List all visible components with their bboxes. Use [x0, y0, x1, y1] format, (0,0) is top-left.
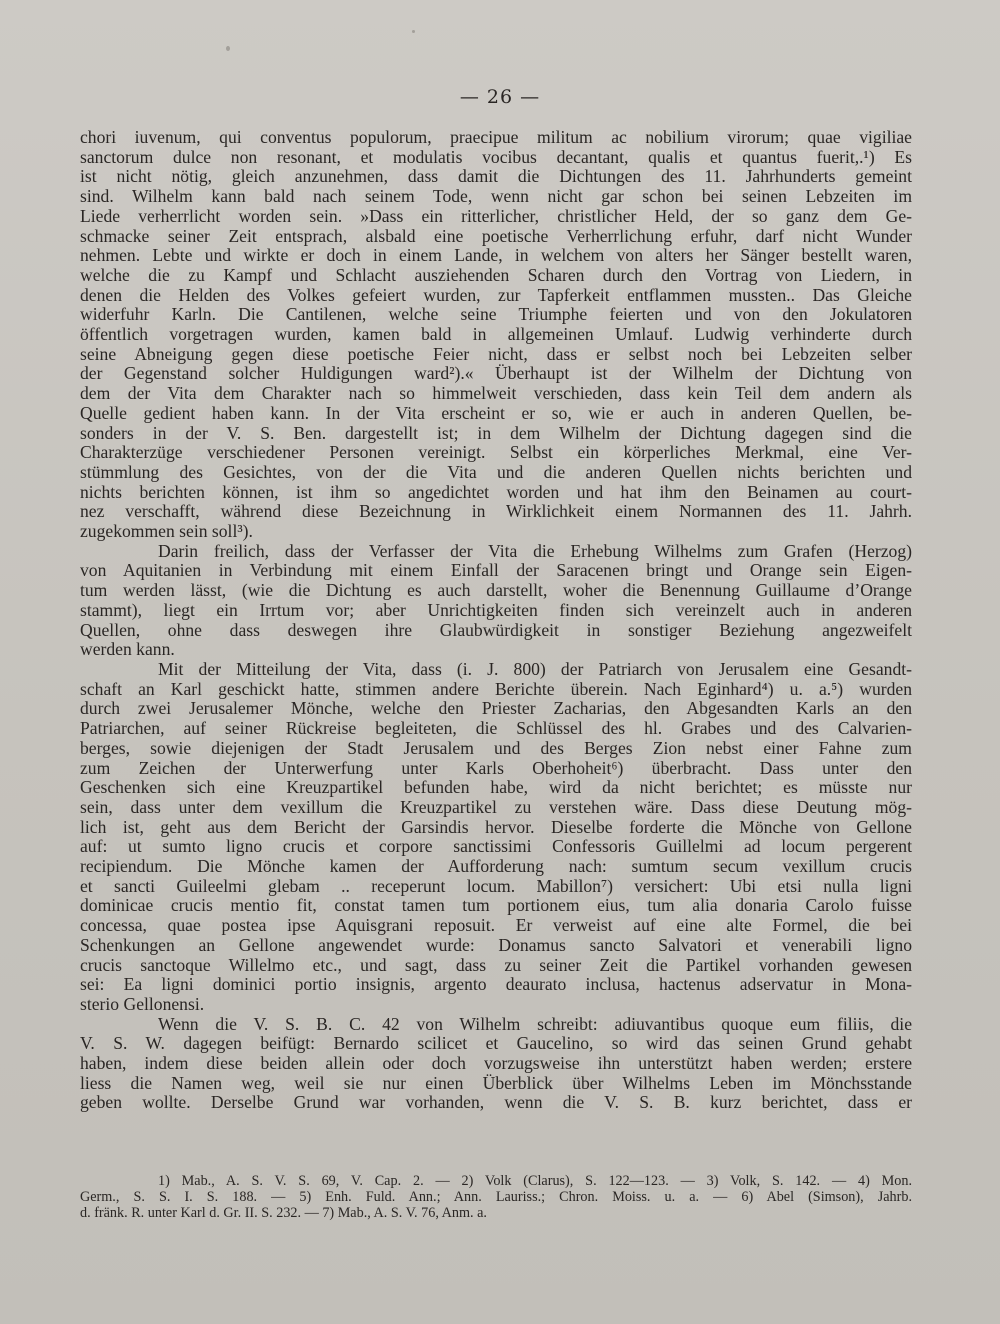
text-line: crucis sanctoque Willelmo etc., und sagt, dass zu seiner Zeit die Partikel vorhanden gewesen — [80, 954, 912, 975]
text-line: geben wollte. Derselbe Grund war vorhanden, wenn die V. S. B. kurz berichtet, dass er — [80, 1092, 912, 1113]
text-line: dominicae crucis mentio fit, constat tamen tum portionem eius, tum alia donaria Carolo fuisse — [80, 895, 912, 916]
text-line: chori iuvenum, qui conventus populorum, praecipue militum ac nobilium virorum; quae vigiliae — [80, 127, 912, 147]
text-line: Darin freilich, dass der Verfasser der Vita die Erhebung Wilhelms zum Grafen (Herzog) — [158, 540, 912, 561]
text-line: der Gegenstand solcher Huldigungen ward²).« Überhaupt ist der Wilhelm der Dichtung von — [80, 363, 912, 384]
text-line: dem der Vita dem Charakter nach so himmelweit verschieden, dass kein Teil dem andern als — [80, 383, 912, 404]
text-line: et sancti Guileelmi glebam .. receperunt locum. Mabillon⁷) versichert: Ubi etsi nulla ligni — [80, 875, 912, 896]
text-line: V. S. W. dagegen beifügt: Bernardo scilicet et Gaucelino, so wird das seinen Grund gehabt — [80, 1033, 912, 1054]
text-line: nehmen. Lebte und wirkte er doch in einem Lande, in welchem von alters her Sänger bestellt waren, — [80, 245, 912, 266]
footnote-line: 1) Mab., A. S. V. S. 69, V. Cap. 2. — 2) Volk (Clarus), S. 122—123. — 3) Volk, S. 142. — 4) Mon. — [158, 1173, 912, 1189]
text-line: werden kann. — [80, 639, 175, 660]
text-line: haben, indem diese beiden allein oder doch vorzugsweise ihn unterstützt haben werden; erstere — [80, 1053, 912, 1074]
text-line: schaft an Karl geschickt hatte, stimmen andere Berichte überein. Nach Eginhard⁴) u. a.⁵) wurden — [80, 678, 912, 699]
text-line: Quelle gedient haben kann. In der Vita erscheint er so, wie er auch in anderen Quellen, be- — [80, 402, 912, 423]
text-line: Wenn die V. S. B. C. 42 von Wilhelm schreibt: adiuvantibus quoque eum filiis, die — [158, 1013, 912, 1034]
text-line: Schenkungen an Gellone angewendet wurde: Donamus sancto Salvatori et venerabili ligno — [80, 934, 912, 955]
text-line: stümmlung des Gesichtes, von der die Vita und die anderen Quellen nichts berichten und — [80, 461, 912, 482]
text-line: Geschenken sich eine Kreuzpartikel befunden habe, wird da nicht berichtet; es müsste nur — [80, 777, 912, 798]
text-line: Mit der Mitteilung der Vita, dass (i. J. 800) der Patriarch von Jerusalem eine Gesandt- — [158, 658, 912, 679]
text-line: sterio Gellonensi. — [80, 993, 205, 1014]
text-line: widerfuhr Karln. Die Cantilenen, welche seine Triumphe feierten und von den Jokulatoren — [80, 304, 912, 325]
text-line: welche die zu Kampf und Schlacht ausziehenden Scharen durch den Vortrag von Liedern, in — [80, 264, 912, 285]
text-line: Charakterzüge verschiedener Personen vereinigt. Selbst ein körperliches Merkmal, eine Ver- — [80, 442, 912, 463]
text-line: tum werden lässt, (wie die Dichtung es auch darstellt, woher die Benennung Guillaume d’Orange — [80, 580, 912, 601]
text-line: sind. Wilhelm kann bald nach seinem Tode, wenn nicht gar schon bei seinen Lebzeiten im — [80, 186, 912, 207]
text-line: nez verschafft, während diese Bezeichnung in Wirklichkeit einem Normannen des 11. Jahrh. — [80, 501, 912, 522]
text-line: sein, dass unter dem vexillum die Kreuzpartikel zu verstehen wäre. Dass diese Deutung mög- — [80, 796, 912, 817]
text-line: zugekommen sein soll³). — [80, 521, 253, 542]
text-line: von Aquitanien in Verbindung mit einem Einfall der Saracenen bringt und Orange sein Eigen- — [80, 560, 912, 581]
text-line: Liede verherrlicht worden sein. »Dass ein ritterlicher, christlicher Held, der so ganz dem Ge- — [80, 205, 912, 226]
text-line: sanctorum dulce non resonant, et modulatis vocibus decantant, qualis et quantus fuerit,.¹) Es — [80, 146, 912, 167]
text-line: seine Abneigung gegen diese poetische Feier nicht, dass er selbst noch bei Lebzeiten selber — [80, 343, 912, 364]
text-line: denen die Helden des Volkes gefeiert wurden, zur Tapferkeit entflammen mussten.. Das Gleiche — [80, 284, 912, 305]
footnote-line: Germ., S. S. I. S. 188. — 5) Enh. Fuld. Ann.; Ann. Lauriss.; Chron. Moiss. u. a. — 6) Abel (Simson), Jahrb. — [80, 1188, 912, 1205]
text-line: ist nicht nötig, gleich anzunehmen, dass damit die Dichtungen des 11. Jahrhunderts gemeint — [80, 166, 912, 187]
text-line: schmacke seiner Zeit entsprach, alsbald eine poetische Verherrlichung erfuhr, darf nicht Wunder — [80, 225, 912, 246]
footnote-line: d. fränk. R. unter Karl d. Gr. II. S. 232. — 7) Mab., A. S. V. 76, Anm. a. — [80, 1204, 487, 1221]
text-line: nichts berichten können, ist ihm so angedichtet worden und hat ihm den Beinamen au court- — [80, 481, 912, 502]
footnotes — [80, 1174, 912, 1221]
text-line: öffentlich vorgetragen wurden, kamen bald in allgemeinen Umlauf. Ludwig verhinderte durch — [80, 324, 912, 345]
body-text — [80, 128, 912, 1113]
text-line: recipiendum. Die Mönche kamen der Aufforderung nach: sumtum secum vexillum crucis — [80, 856, 912, 877]
text-line: durch zwei Jerusalemer Mönche, welche den Priester Zacharias, den Abgesandten Karls an den — [80, 698, 912, 719]
text-line: berges, sowie diejenigen der Stadt Jerusalem und des Berges Zion nebst einer Fahne zum — [80, 737, 912, 758]
ink-speck — [226, 46, 230, 51]
text-line: sonders in der V. S. Ben. dargestellt ist; in dem Wilhelm der Dichtung dagegen sind die — [80, 422, 912, 443]
ink-speck — [412, 30, 415, 33]
text-line: Patriarchen, auf seiner Rückreise begleiteten, die Schlüssel des hl. Grabes und des Calvarien- — [80, 718, 912, 739]
text-line: zum Zeichen der Unterwerfung unter Karls Oberhoheit⁶) überbracht. Dass unter den — [80, 757, 912, 778]
text-line: sei: Ea ligni dominici portio insignis, argento deaurato inclusa, hactenus adservatur in Mona- — [80, 974, 912, 995]
page-number: — 26 — — [459, 86, 541, 108]
text-line: concessa, quae postea ipse Aquisgrani reposuit. Er verweist auf eine alte Formel, die bei — [80, 915, 912, 936]
text-line: auf: ut sumto ligno crucis et corpore sanctissimi Confessoris Guillelmi ad locum pergerent — [80, 836, 912, 857]
text-line: stammt), liegt ein Irrtum vor; aber Unrichtigkeiten finden sich vereinzelt auch in anderen — [80, 599, 912, 620]
text-line: lich ist, geht aus dem Bericht der Garsindis hervor. Dieselbe forderte die Mönche von Gellone — [80, 816, 912, 837]
text-line: Quellen, ohne dass deswegen ihre Glaubwürdigkeit in sonstiger Beziehung angezweifelt — [80, 619, 912, 640]
text-line: liess die Namen weg, weil sie nur einen Überblick über Wilhelms Leben im Mönchsstande — [80, 1072, 912, 1093]
